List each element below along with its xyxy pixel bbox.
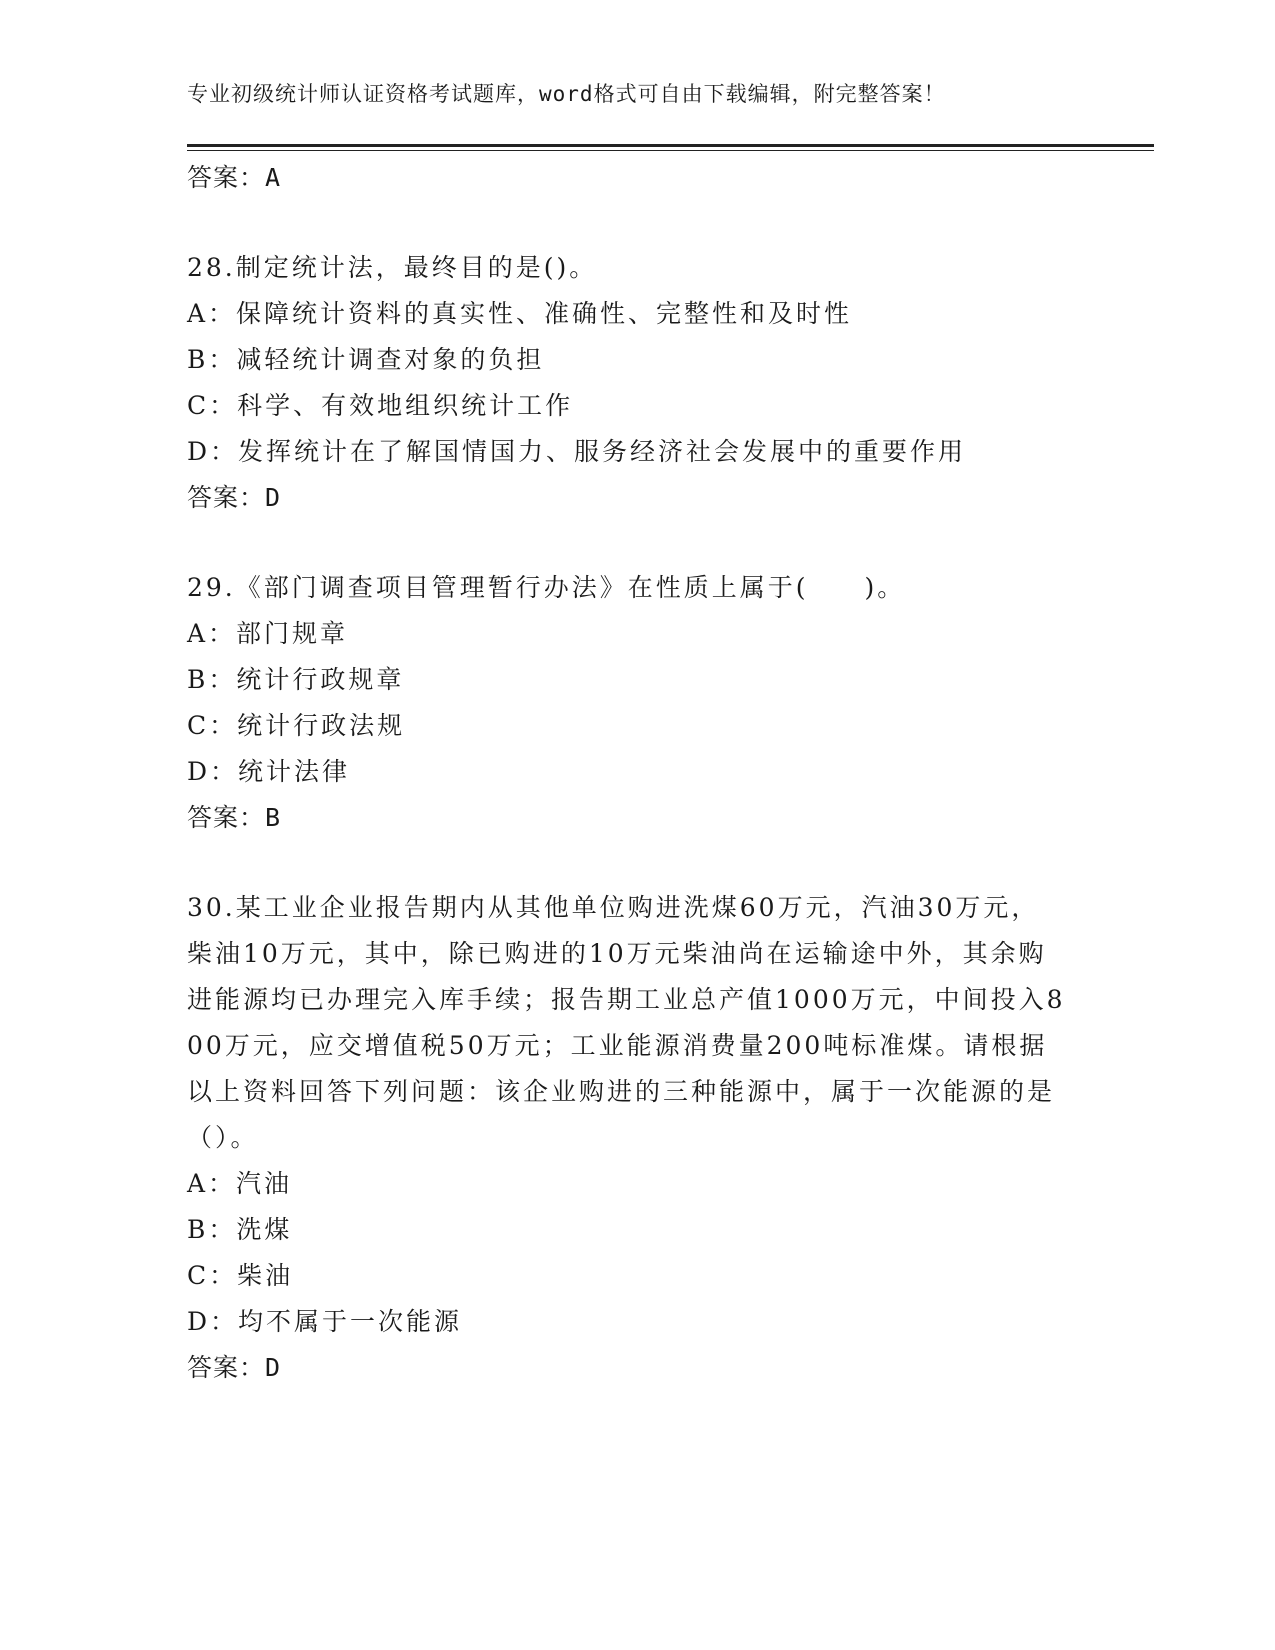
- option-c: C：柴油: [187, 1261, 294, 1290]
- option-c: C：统计行政法规: [187, 711, 406, 740]
- option-b: B：统计行政规章: [187, 665, 405, 694]
- option-d: D：均不属于一次能源: [187, 1307, 463, 1336]
- option-a: A：汽油: [187, 1169, 293, 1198]
- answer: [187, 795, 1067, 841]
- option-b: B：减轻统计调查对象的负担: [187, 345, 545, 374]
- answer-label: 答案：: [187, 1353, 266, 1382]
- answer-value: A: [265, 163, 282, 192]
- header-rule-thin: [187, 150, 1154, 151]
- option-a: A：部门规章: [187, 619, 349, 648]
- answer-value: D: [265, 483, 282, 512]
- question-29: [187, 565, 1067, 841]
- option-d: D：发挥统计在了解国情国力、服务经济社会发展中的重要作用: [187, 437, 967, 466]
- page-header: 专业初级统计师认证资格考试题库，word格式可自由下载编辑，附完整答案！: [187, 82, 946, 106]
- answer-label: 答案：: [187, 483, 266, 512]
- answer-value: B: [265, 803, 282, 832]
- answer: [187, 475, 1067, 521]
- answer-label: 答案：: [187, 803, 266, 832]
- answer-label: 答案：: [187, 163, 266, 192]
- option-a: A：保障统计资料的真实性、准确性、完整性和及时性: [187, 299, 853, 328]
- option-c: C：科学、有效地组织统计工作: [187, 391, 574, 420]
- option-d: D：统计法律: [187, 757, 351, 786]
- question-stem: 29.《部门调查项目管理暂行办法》在性质上属于( )。: [187, 573, 906, 602]
- question-28: [187, 245, 1067, 521]
- question-content: [187, 155, 1067, 1391]
- question-stem: 30.某工业企业报告期内从其他单位购进洗煤60万元，汽油30万元，柴油10万元，其中，除已购进的10万元柴油尚在运输途中外，其余购进能源均已办理完入库手续；报告期工业总产值1000万元，中间投入800万元，应交增值税50万元；工业能源消费量200吨标准煤。请根据以上资料回答下列问题：该企业购进的三种能源中，属于一次能源的是（）。: [187, 893, 1066, 1152]
- question-stem: 28.制定统计法，最终目的是()。: [187, 253, 598, 282]
- option-b: B：洗煤: [187, 1215, 293, 1244]
- answer-value: D: [265, 1353, 282, 1382]
- prev-answer: [187, 155, 1067, 201]
- header-rule-thick: [187, 144, 1154, 147]
- answer: [187, 1345, 1067, 1391]
- question-30: [187, 885, 1067, 1391]
